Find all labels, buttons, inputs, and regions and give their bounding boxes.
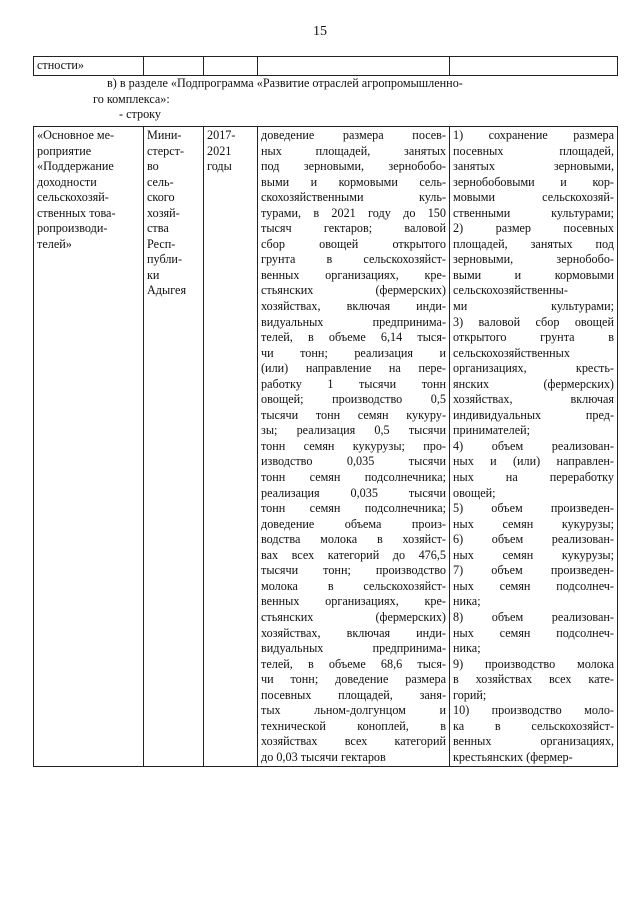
cell-text-line: Респ- xyxy=(147,236,176,251)
cell-text-line: 4) объем реализован- xyxy=(453,438,614,453)
cell-text-line: сельскохозяйственных xyxy=(453,345,570,360)
cell-text-line: тонн семян подсолнечника; xyxy=(261,470,446,485)
cell-text-line: «Поддержание xyxy=(37,159,114,174)
cell-text-line: ника; xyxy=(453,641,481,656)
cell-text-line: 2017- xyxy=(207,128,236,142)
cell-text-line: зернобобовыми и кор- xyxy=(453,174,614,189)
cell-text-line: янских (фермерских) xyxy=(453,376,614,391)
cell-text-line: ки xyxy=(147,267,160,282)
cell-text-line: Мини- xyxy=(147,128,182,142)
cell-text-line: доведение объема произ- xyxy=(261,516,446,531)
table-cell xyxy=(204,57,258,76)
cell-text-line: горий; xyxy=(453,687,487,702)
cell-text-line: Адыгея xyxy=(147,283,187,298)
cell-text-line: ропроизводи- xyxy=(37,221,108,236)
cell-text-line: чи тонн; доведение размера xyxy=(261,672,446,687)
cell-text-line: ства xyxy=(147,221,169,236)
cell-text-line: телей, в объеме 68,6 тыся- xyxy=(261,656,446,671)
cell-text-line: овощей; xyxy=(453,485,496,500)
cell-text-line: под зерновыми, зернобобо- xyxy=(261,159,446,174)
cell-text-line: роприятие xyxy=(37,143,92,158)
cell-text-line: хозяйствах всех категорий xyxy=(261,734,446,749)
cell-text-line: ных и (или) направлен- xyxy=(453,454,614,469)
cell-text-line: ми культурами; xyxy=(453,299,614,314)
table-row xyxy=(34,127,618,767)
cell-text-line: 10) производство моло- xyxy=(453,703,614,718)
cell-text-line: венных организациях, кре- xyxy=(261,594,446,609)
cell-text-line: доходности xyxy=(37,174,97,189)
cell-text-line: сельскохозяй- xyxy=(37,190,109,205)
cell-text-line: годы xyxy=(207,159,232,174)
cell-text-line: 2) размер посевных xyxy=(453,221,614,236)
cell-text-line: грунта в сельскохозяйст- xyxy=(261,252,446,267)
cell-text-line: 6) объем реализован- xyxy=(453,532,614,547)
cell-text-line: стьянских (фермерских) xyxy=(261,609,446,624)
cell-text-line: овощей; производство 0,5 xyxy=(261,392,446,407)
table-cell xyxy=(450,57,618,76)
cell-text-line: 2021 xyxy=(207,143,232,158)
cell-text-line: тысяч гектаров; валовой xyxy=(261,221,446,236)
table-row xyxy=(34,57,618,76)
cell-text-line: во xyxy=(147,159,159,174)
table-cell xyxy=(258,57,450,76)
cell-text-line: технической коноплей, в xyxy=(261,718,446,733)
cell-text-line: скохозяйственными куль- xyxy=(261,190,446,205)
cell-text-line: зы; реализация 0,5 тысячи xyxy=(261,423,446,438)
cell-text-line: венных организациях, кре- xyxy=(261,267,446,282)
cell-text-line: видуальных предпринима- xyxy=(261,641,446,656)
page-number: 15 xyxy=(313,24,327,39)
cell-text-line: посевных площадей, заня- xyxy=(261,687,446,702)
cell-text-line: 5) объем произведен- xyxy=(453,501,614,516)
cell-text-line: выми и кормовыми сель- xyxy=(261,174,446,189)
cell-text-line: сель- xyxy=(147,174,174,189)
table-cell xyxy=(144,57,204,76)
cell-text-line: выми и кормовыми xyxy=(453,267,614,282)
cell-text-line: ственными культурами; xyxy=(453,205,614,220)
cell-text-line: телей, в объеме 6,14 тыся- xyxy=(261,330,446,345)
indicators-cell xyxy=(450,127,618,767)
cell-text-line: организациях, кресть- xyxy=(453,361,614,376)
continued-table-fragment xyxy=(33,56,618,76)
cell-text-line: ных семян кукурузы; xyxy=(453,516,614,531)
cell-text-line: водства молока в хозяйст- xyxy=(261,532,446,547)
cell-text-line: 9) производство молока xyxy=(453,656,614,671)
intro-line-1: в) в разделе «Подпрограмма «Развитие отраслей агропромышленно- xyxy=(107,76,463,90)
cell-text-line: доведение размера посев- xyxy=(261,128,446,142)
cell-text-line: венных организациях, xyxy=(453,734,614,749)
cell-text-line: принимателей; xyxy=(453,423,531,438)
executor-cell xyxy=(144,127,204,767)
cell-text-line: молока в сельскохозяйст- xyxy=(261,578,446,593)
cell-text-line: 3) валовой сбор овощей xyxy=(453,314,614,329)
program-table xyxy=(33,126,618,767)
cell-text-line: публи- xyxy=(147,252,183,267)
cell-text-line: тонн семян подсолнечника; xyxy=(261,501,446,516)
section-intro xyxy=(33,76,617,123)
table-cell: стности» xyxy=(34,57,144,76)
cell-text-line: ных семян кукурузы; xyxy=(453,547,614,562)
cell-text-line: ных площадей, занятых xyxy=(261,143,446,158)
cell-text-line: тысячи тонн семян кукуру- xyxy=(261,407,446,422)
cell-text-line: индивидуальных пред- xyxy=(453,407,614,422)
cell-text-line: хозяй- xyxy=(147,205,180,220)
cell-text-line: сельскохозяйственны- xyxy=(453,283,568,298)
cell-text-line: реализация 0,035 тысячи xyxy=(261,485,446,500)
cell-text-line: мовыми сельскохозяй- xyxy=(453,190,614,205)
cell-text-line: изводство 0,035 тысячи xyxy=(261,454,446,469)
cell-text-line: хозяйствах, включая xyxy=(453,392,614,407)
cell-text-line: тонн семян кукурузы; про- xyxy=(261,438,446,453)
cell-text-line: крестьянских (фермер- xyxy=(453,749,573,764)
cell-text-line: ского xyxy=(147,190,175,205)
cell-text-line: работку 1 тысячи тонн xyxy=(261,376,446,391)
cell-text-line: «Основное ме- xyxy=(37,128,115,142)
cell-text-line: тысячи тонн; производство xyxy=(261,563,446,578)
cell-text-line: 1) сохранение размера xyxy=(453,128,614,142)
cell-text-line: ных на переработку xyxy=(453,470,614,485)
cell-text-line: ных семян подсолнеч- xyxy=(453,625,614,640)
cell-text-line: стьянских (фермерских) xyxy=(261,283,446,298)
cell-text-line: зерновыми, зернобобо- xyxy=(453,252,614,267)
intro-line-2: го комплекса»: xyxy=(93,91,170,106)
cell-text-line: в хозяйствах всех кате- xyxy=(453,672,614,687)
cell-text-line: занятых зерновыми, xyxy=(453,159,614,174)
cell-text-line: до 0,03 тысячи гектаров xyxy=(261,749,386,764)
cell-text-line: площадей, занятых под xyxy=(453,236,614,251)
expected-results-cell xyxy=(258,127,450,767)
cell-text-line: ных семян подсолнеч- xyxy=(453,578,614,593)
cell-text-line: вах всех категорий до 476,5 xyxy=(261,547,446,562)
cell-text-line: 8) объем реализован- xyxy=(453,609,614,624)
cell-text-line: телей» xyxy=(37,236,72,251)
cell-text-line: хозяйствах, включая инди- xyxy=(261,299,446,314)
cell-text-line: (или) направление на пере- xyxy=(261,361,446,376)
cell-text-line: открытого грунта в xyxy=(453,330,614,345)
cell-text-line: посевных площадей, xyxy=(453,143,614,158)
period-cell xyxy=(204,127,258,767)
activity-name-cell xyxy=(34,127,144,767)
cell-text-line: чи тонн; реализация и xyxy=(261,345,446,360)
intro-line-3: - строку xyxy=(119,107,162,122)
cell-text-line: турами, в 2021 году до 150 xyxy=(261,205,446,220)
cell-text-line: ка в сельскохозяйст- xyxy=(453,718,614,733)
cell-text-line: 7) объем произведен- xyxy=(453,563,614,578)
cell-text-line: видуальных предпринима- xyxy=(261,314,446,329)
cell-text-line: тых льном-долгунцом и xyxy=(261,703,446,718)
cell-text-line: ника; xyxy=(453,594,481,609)
cell-text-line: ственных това- xyxy=(37,205,116,220)
cell-text-line: хозяйствах, включая инди- xyxy=(261,625,446,640)
cell-text-line: сбор овощей открытого xyxy=(261,236,446,251)
cell-text-line: стерст- xyxy=(147,143,185,158)
